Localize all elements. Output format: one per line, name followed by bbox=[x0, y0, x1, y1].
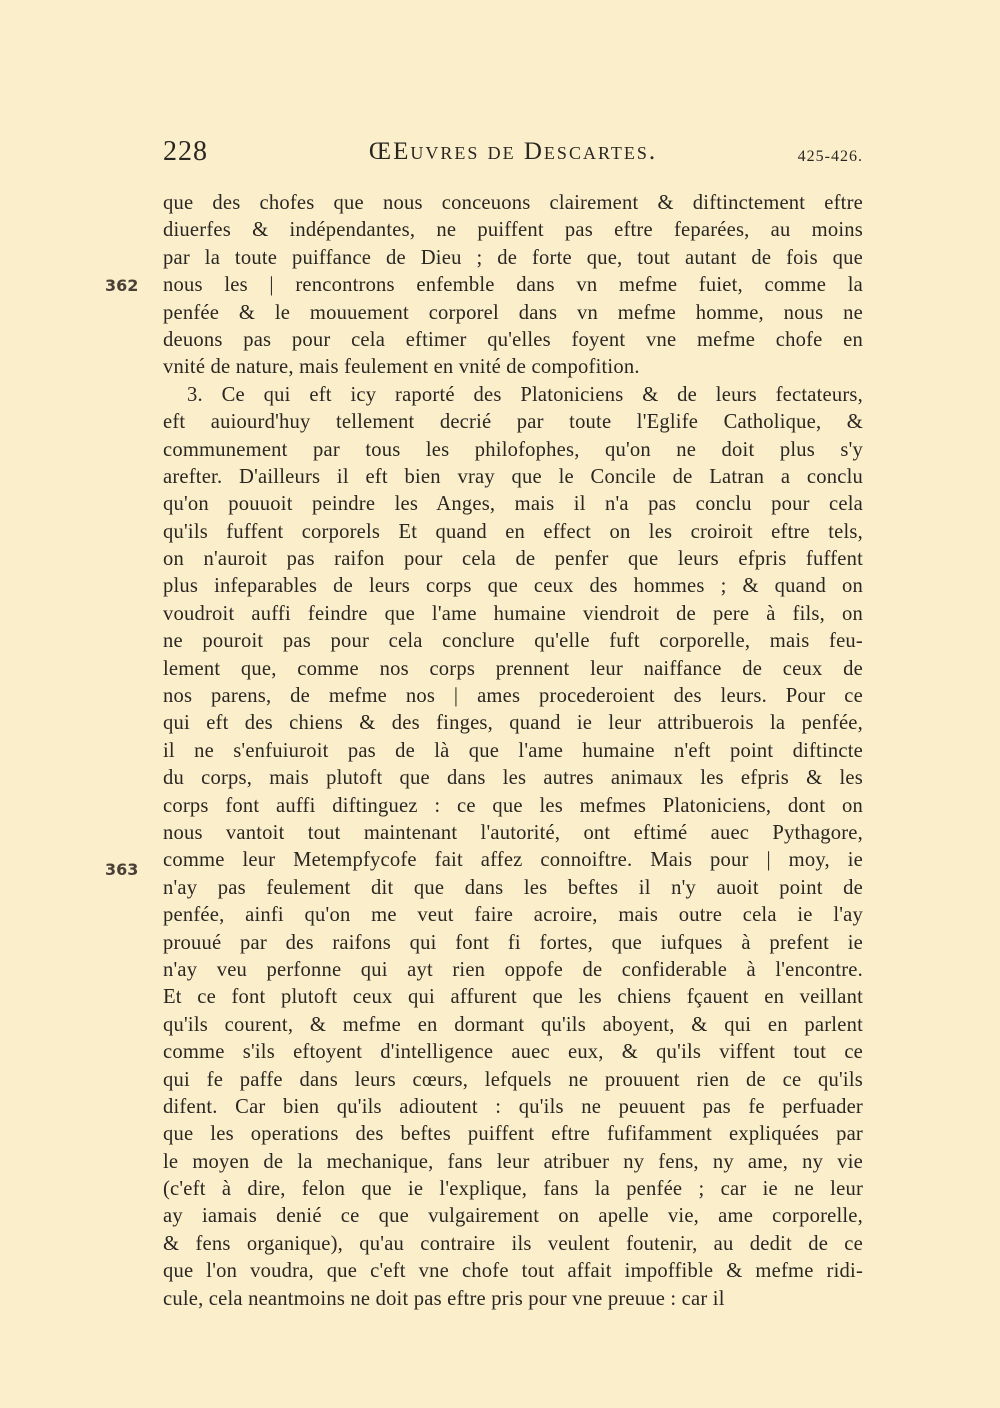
text-line: que des chofes que nous conceuons clairement & diftinctement eftre bbox=[163, 192, 863, 214]
text-line: lement que, comme nos corps prennent leur naiffance de ceux de bbox=[163, 657, 863, 680]
margin-number: 363 bbox=[105, 860, 139, 879]
text-line: comme leur Metempfycofe fait affez connoiftre. Mais pour | moy, ie bbox=[163, 849, 863, 872]
margin-number: 362 bbox=[105, 276, 139, 295]
text-line: qui fe paffe dans leurs cœurs, lefquels ne prouuent rien de ce qu'ils bbox=[163, 1068, 863, 1091]
text-line: par la toute puiffance de Dieu ; de forte que, tout autant de fois que bbox=[163, 246, 863, 269]
text-line: ay iamais denié ce que vulgairement on apelle vie, ame corporelle, bbox=[163, 1205, 863, 1228]
text-line: le moyen de la mechanique, fans leur atribuer ny fens, ny ame, ny vie bbox=[163, 1150, 863, 1173]
text-line: du corps, mais plutoft que dans les autres animaux les efpris & les bbox=[163, 767, 863, 790]
text-line: voudroit auffi feindre que l'ame humaine viendroit de pere à fils, on bbox=[163, 602, 863, 625]
text-line: que l'on voudra, que c'eft vne chofe tout affait impoffible & mefme ridi- bbox=[163, 1260, 863, 1283]
text-line: comme s'ils eftoyent d'intelligence auec eux, & qu'ils viffent tout ce bbox=[163, 1041, 863, 1064]
page-number: 228 bbox=[163, 136, 208, 167]
text-line: il ne s'enfuiuroit pas de là que l'ame humaine n'eft point diftincte bbox=[163, 739, 863, 762]
text-line: qui eft des chiens & des finges, quand ie leur attribuerois la penfée, bbox=[163, 712, 863, 735]
text-line: qu'ils courent, & mefme en dormant qu'ils aboyent, & qui en parlent bbox=[163, 1013, 863, 1036]
text-line: difent. Car bien qu'ils adioutent : qu'ils ne peuuent pas fe perfuader bbox=[163, 1095, 863, 1118]
text-line: penfée, ainfi qu'on me veut faire acroire, mais outre cela ie l'ay bbox=[163, 904, 863, 927]
text-line: que les operations des beftes puiffent eftre fufifamment expliquées par bbox=[163, 1123, 863, 1146]
text-line: & fens organique), qu'au contraire ils veulent foutenir, au dedit de ce bbox=[163, 1232, 863, 1255]
text-line: nos parens, de mefme nos | ames procederoient des leurs. Pour ce bbox=[163, 685, 863, 708]
text-line: n'ay pas feulement dit que dans les beftes il n'y auoit point de bbox=[163, 876, 863, 899]
text-line: qu'on pouuoit peindre les Anges, mais il n'a pas conclu pour cela bbox=[163, 493, 863, 516]
text-line: penfée & le mouuement corporel dans vn mefme homme, nous ne bbox=[163, 301, 863, 324]
text-line: nous vantoit tout maintenant l'autorité, ont eftimé auec Pythagore, bbox=[163, 821, 863, 844]
text-line: n'ay veu perfonne qui ayt rien oppofe de confiderable à l'encontre. bbox=[163, 958, 863, 981]
page-header bbox=[163, 136, 863, 176]
text-line: deuons pas pour cela eftimer qu'elles foyent vne mefme chofe en bbox=[163, 328, 863, 351]
text-line: cule, cela neantmoins ne doit pas eftre pris pour vne preuue : car il bbox=[163, 1287, 725, 1310]
text-line: nous les | rencontrons enfemble dans vn mefme fuiet, comme la bbox=[163, 274, 863, 297]
page-reference: 425-426. bbox=[797, 148, 863, 165]
text-line: vnité de nature, mais feulement en vnité de compofition. bbox=[163, 356, 640, 379]
text-line: Et ce font plutoft ceux qui affurent que les chiens fçauent en veillant bbox=[163, 986, 863, 1009]
text-line: ne pouroit pas pour cela conclure qu'elle fuft corporelle, mais feu- bbox=[163, 630, 863, 653]
text-line: eft auiourd'huy tellement decrié par toute l'Eglife Catholique, & bbox=[163, 411, 863, 434]
text-line: (c'eft à dire, felon que ie l'explique, fans la penfée ; car ie ne leur bbox=[163, 1178, 863, 1201]
text-line: plus infeparables de leurs corps que ceux des hommes ; & quand on bbox=[163, 575, 863, 598]
body-text bbox=[163, 190, 863, 1313]
text-line: prouué par des raifons qui font fi fortes, que iufques à prefent ie bbox=[163, 931, 863, 954]
text-line: on n'auroit pas raifon pour cela de penfer que leurs efpris fuffent bbox=[163, 548, 863, 571]
text-line: arefter. D'ailleurs il eft bien vray que le Concile de Latran a conclu bbox=[163, 465, 863, 488]
text-line: diuerfes & indépendantes, ne puiffent pas eftre feparées, au moins bbox=[163, 219, 863, 242]
running-title: ŒEuvres de Descartes. bbox=[368, 138, 658, 165]
text-line: qu'ils fuffent corporels Et quand en effect on les croiroit eftre tels, bbox=[163, 520, 863, 543]
text-line: 3. Ce qui eft icy raporté des Platoniciens & de leurs fectateurs, bbox=[187, 383, 863, 406]
text-line: corps font auffi diftinguez : ce que les mefmes Platoniciens, dont on bbox=[163, 794, 863, 817]
text-line: communement par tous les philofophes, qu'on ne doit plus s'y bbox=[163, 438, 863, 461]
